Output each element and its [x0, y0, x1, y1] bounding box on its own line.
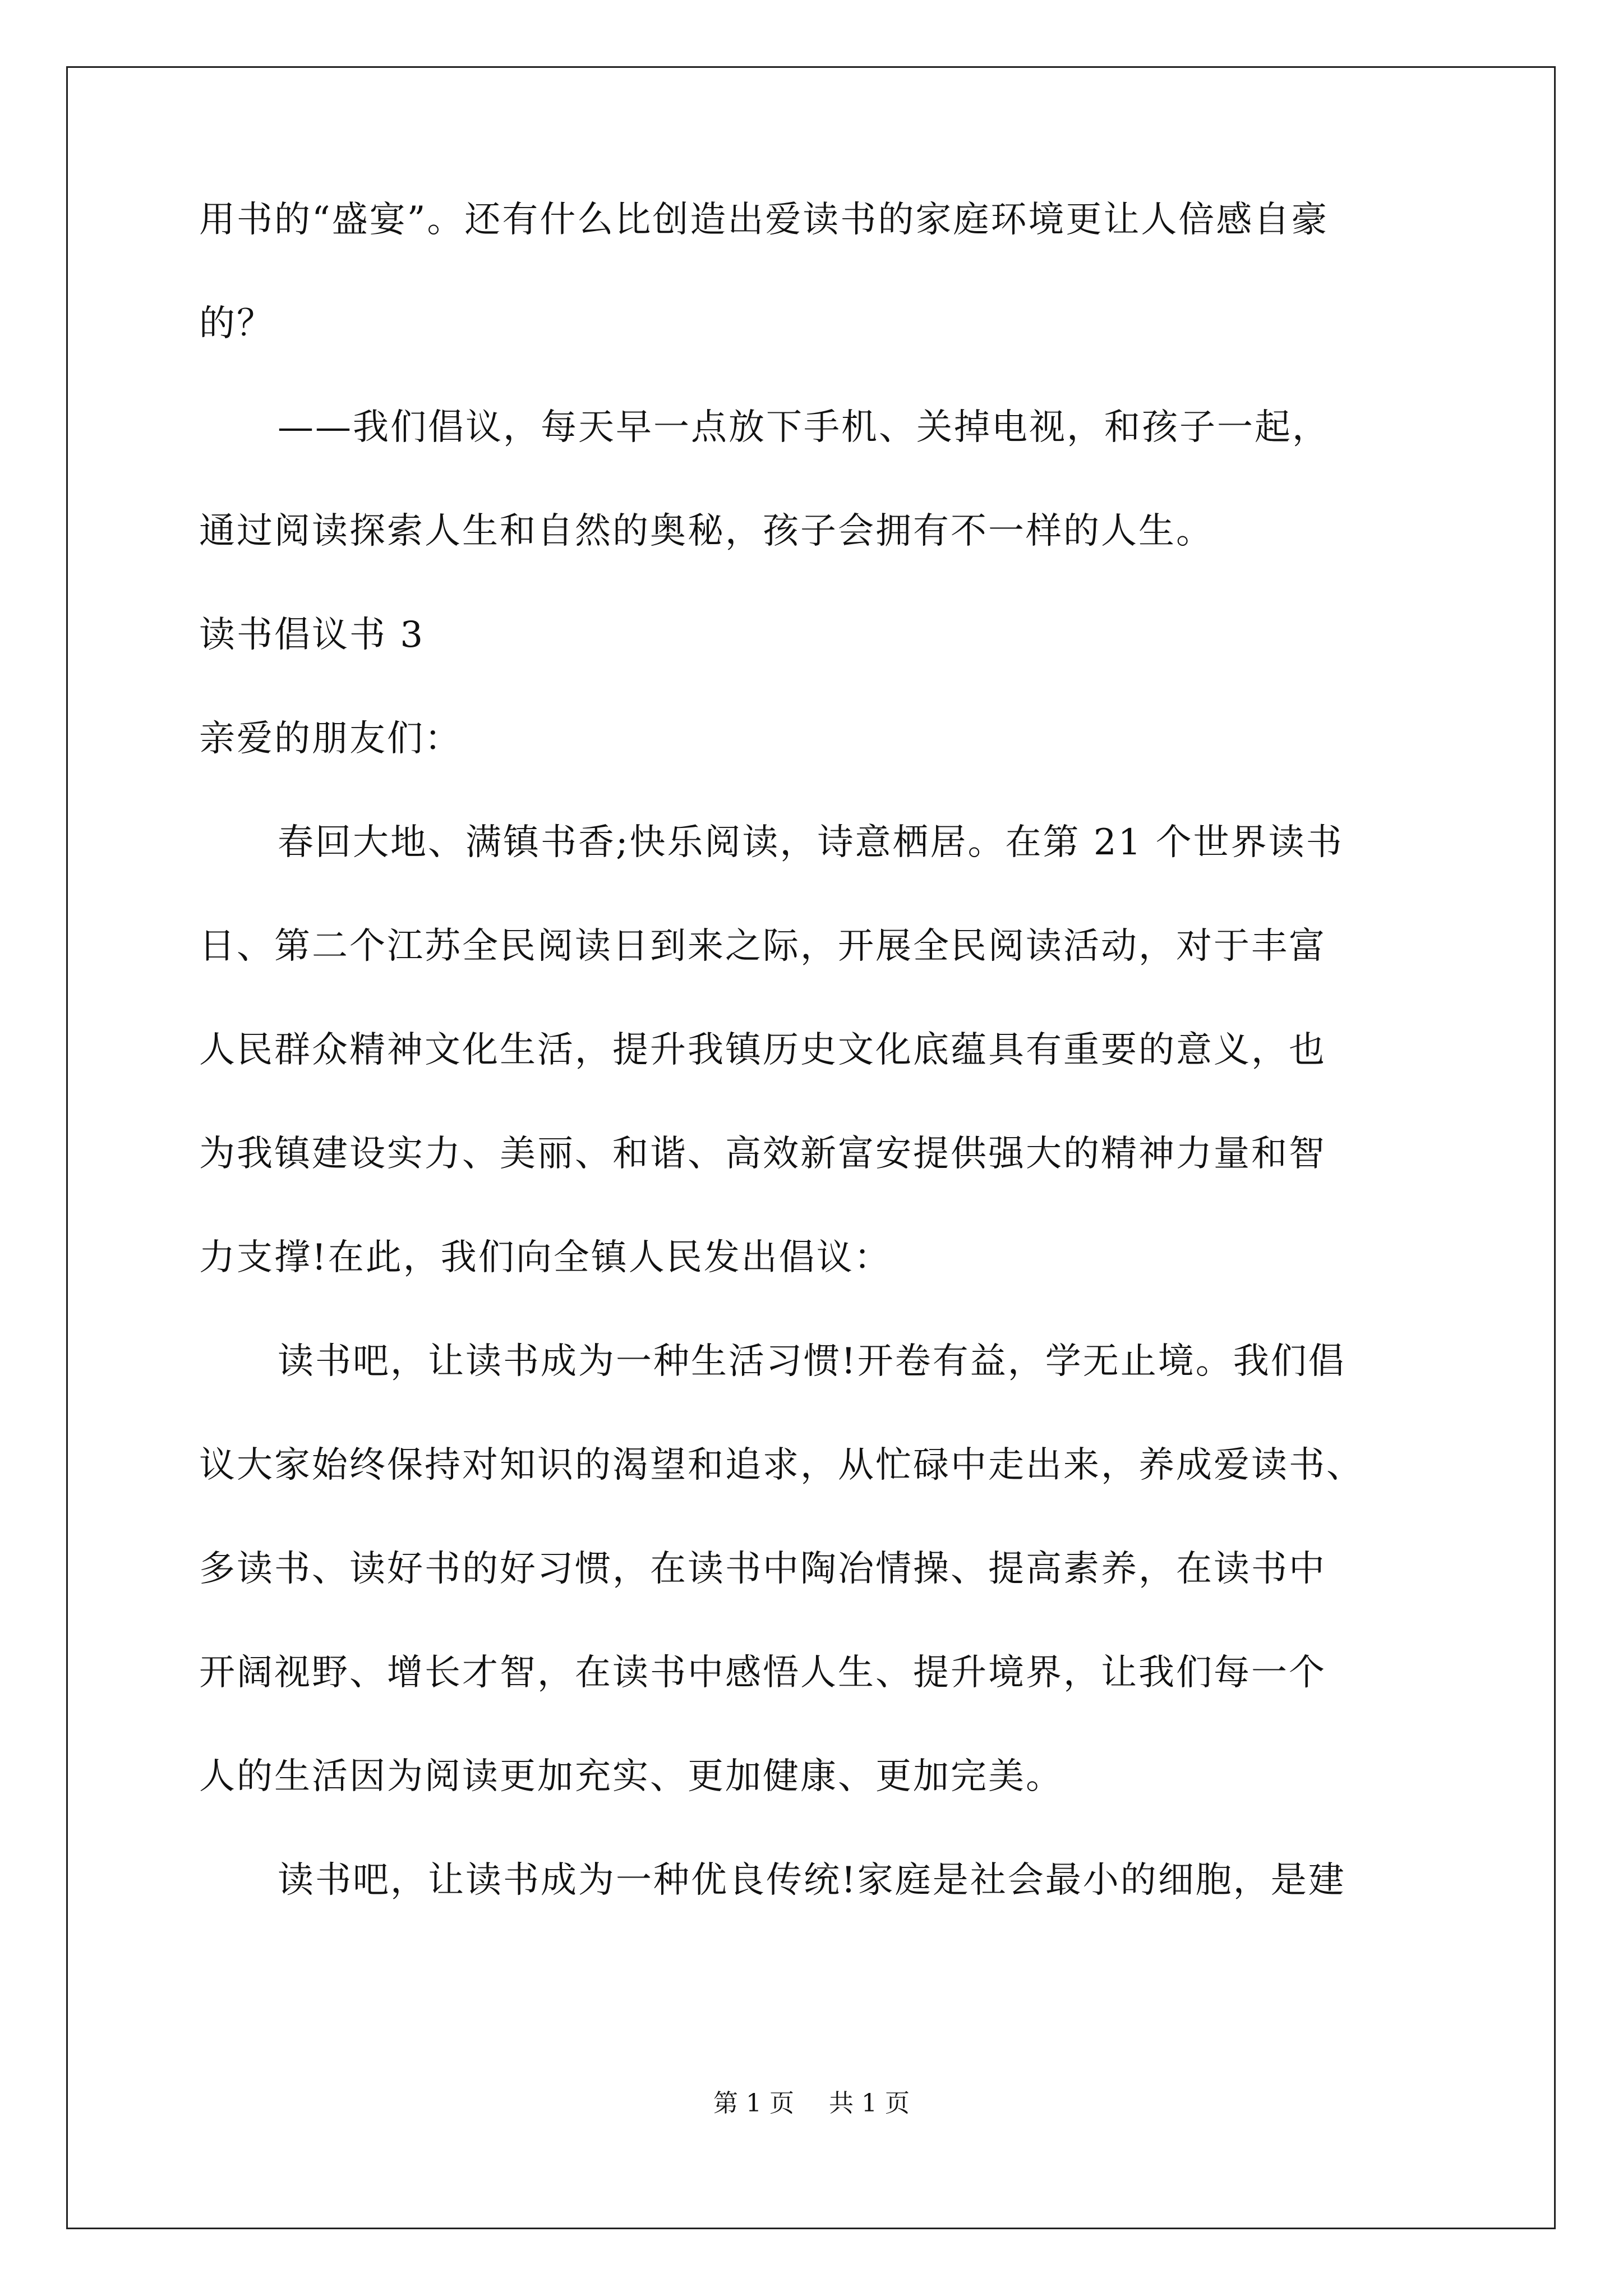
page-footer: [0, 2091, 1623, 2116]
text-line: 多读书、读好书的好习惯，在读书中陶冶情操、提高素养，在读书中: [199, 1548, 1326, 1590]
text-line: 议大家始终保持对知识的渴望和追求，从忙碌中走出来，养成爱读书、: [199, 1444, 1364, 1486]
text-line: 人民群众精神文化生活，提升我镇历史文化底蕴具有重要的意义，也: [199, 1029, 1326, 1071]
text-line: 日、第二个江苏全民阅读日到来之际，开展全民阅读活动，对于丰富: [199, 926, 1326, 967]
text-line: 通过阅读探索人生和自然的奥秘，孩子会拥有不一样的人生。: [199, 510, 1214, 552]
paragraph-first-line: 春回大地、满镇书香;快乐阅读，诗意栖居。在第 21 个世界读书: [278, 822, 1344, 863]
page-total: 共 1 页: [829, 2089, 910, 2118]
document-body: [199, 199, 1455, 1966]
salutation: 亲爱的朋友们：: [199, 718, 462, 760]
paragraph-first-line: ——我们倡议，每天早一点放下手机、关掉电视，和孩子一起，: [278, 407, 1330, 448]
page-number: 第 1 页: [713, 2089, 794, 2118]
text-line: 用书的“盛宴”。还有什么比创造出爱读书的家庭环境更让人倍感自豪: [199, 199, 1329, 241]
text-line: 为我镇建设实力、美丽、和谐、高效新富安提供强大的精神力量和智: [199, 1133, 1326, 1175]
paragraph-first-line: 读书吧，让读书成为一种优良传统!家庭是社会最小的细胞，是建: [278, 1860, 1346, 1901]
text-line: 开阔视野、增长才智，在读书中感悟人生、提升境界，让我们每一个: [199, 1652, 1326, 1694]
text-line: 的？: [199, 303, 274, 344]
text-line: 人的生活因为阅读更加充实、更加健康、更加完美。: [199, 1756, 1063, 1797]
section-heading: 读书倡议书 3: [199, 614, 425, 656]
text-line: 力支撑!在此，我们向全镇人民发出倡议：: [199, 1237, 892, 1278]
paragraph-first-line: 读书吧，让读书成为一种生活习惯!开卷有益，学无止境。我们倡: [278, 1341, 1346, 1382]
